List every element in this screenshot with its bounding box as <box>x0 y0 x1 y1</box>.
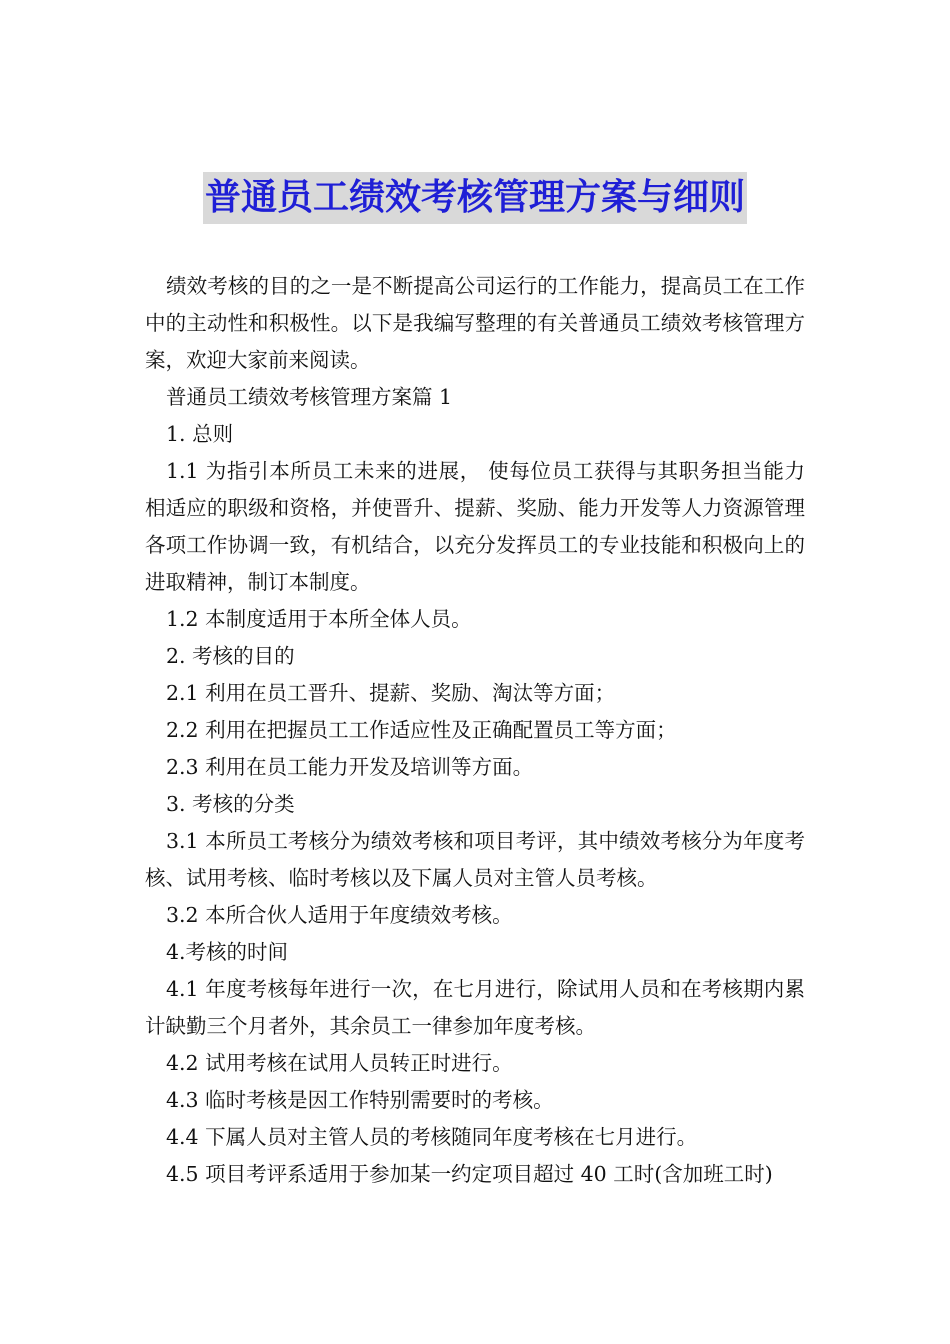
paragraph-4-4: 4.4 下属人员对主管人员的考核随同年度考核在七月进行。 <box>166 1125 698 1149</box>
paragraph-intro: 绩效考核的目的之一是不断提高公司运行的工作能力，提高员工在工作中的主动性和积极性。以下是我编写整理的有关普通员工绩效考核管理方案，欢迎大家前来阅读。 <box>145 274 805 372</box>
paragraph-2-2: 2.2 利用在把握员工工作适应性及正确配置员工等方面； <box>166 718 677 742</box>
paragraph-1-1: 1.1 为指引本所员工未来的进展， 使每位员工获得与其职务担当能力相适应的职级和资格，并使晋升、提薪、奖励、能力开发等人力资源管理各项工作协调一致，有机结合，以充分发挥员工的专业技能和积极向上的进取精神，制订本制度。 <box>145 459 805 594</box>
title-wrap <box>0 172 950 224</box>
paragraph-2-1: 2.1 利用在员工晋升、提薪、奖励、淘汰等方面； <box>166 681 616 705</box>
paragraph-3: 3. 考核的分类 <box>166 792 295 816</box>
paragraph-3-2: 3.2 本所合伙人适用于年度绩效考核。 <box>166 903 513 927</box>
paragraph-4-1: 4.1 年度考核每年进行一次，在七月进行，除试用人员和在考核期内累计缺勤三个月者外，其余员工一律参加年度考核。 <box>145 977 805 1038</box>
paragraph-2-3: 2.3 利用在员工能力开发及培训等方面。 <box>166 755 534 779</box>
paragraph-2: 2. 考核的目的 <box>166 644 295 668</box>
paragraph-4-3: 4.3 临时考核是因工作特别需要时的考核。 <box>166 1088 554 1112</box>
paragraph-1: 1. 总则 <box>166 422 234 446</box>
paragraph-4: 4.考核的时间 <box>166 940 289 964</box>
document-body <box>145 268 805 1193</box>
document-title: 普通员工绩效考核管理方案与细则 <box>203 172 747 224</box>
paragraph-4-2: 4.2 试用考核在试用人员转正时进行。 <box>166 1051 513 1075</box>
paragraph-section-heading: 普通员工绩效考核管理方案篇 1 <box>166 385 453 409</box>
paragraph-1-2: 1.2 本制度适用于本所全体人员。 <box>166 607 472 631</box>
paragraph-3-1: 3.1 本所员工考核分为绩效考核和项目考评，其中绩效考核分为年度考核、试用考核、临时考核以及下属人员对主管人员考核。 <box>145 829 805 890</box>
paragraph-4-5: 4.5 项目考评系适用于参加某一约定项目超过 40 工时(含加班工时) <box>166 1162 773 1186</box>
